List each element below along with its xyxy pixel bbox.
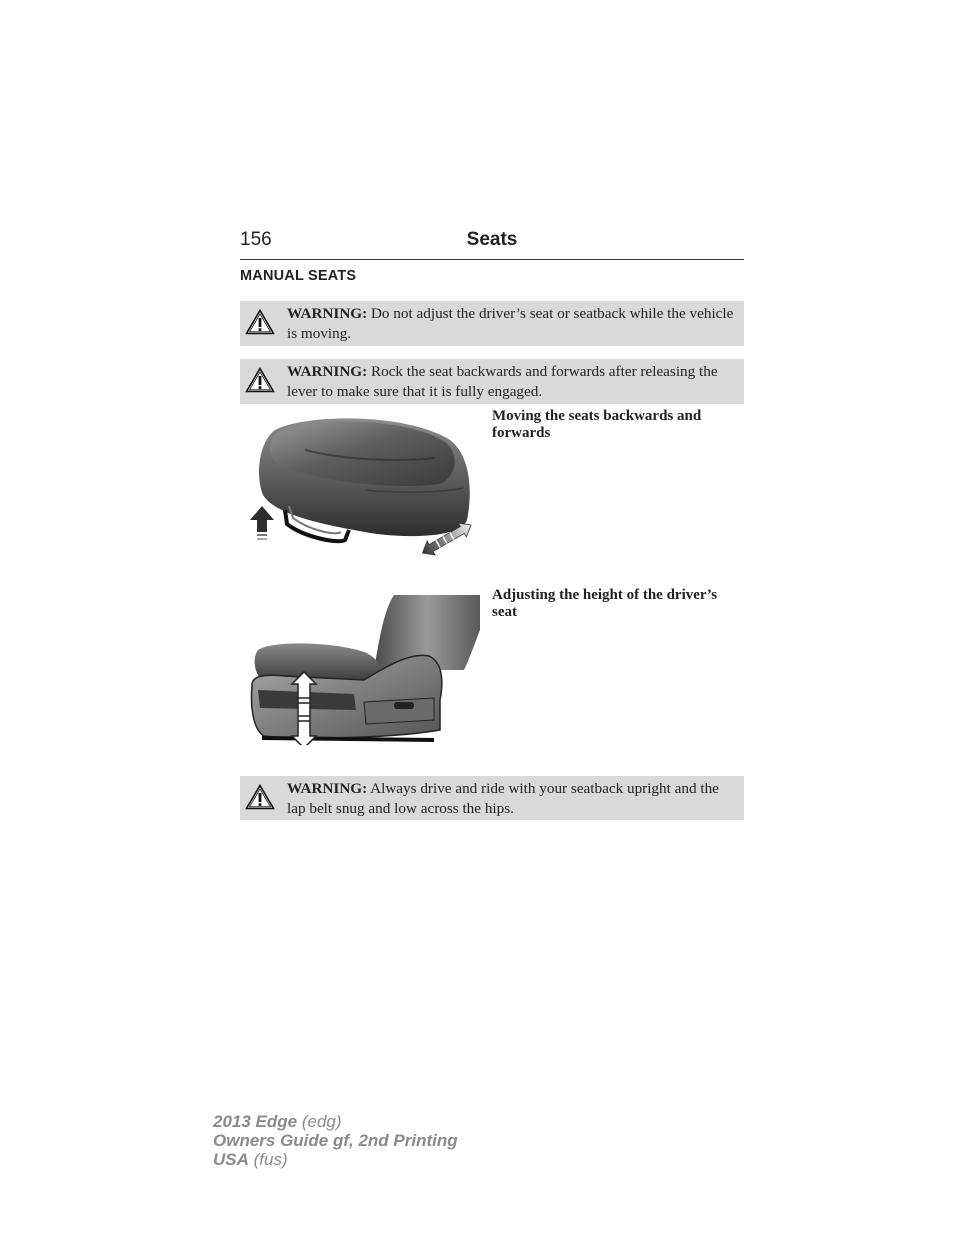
footer-line-2	[213, 1131, 458, 1150]
footer-market-code: (fus)	[253, 1150, 288, 1169]
footer-market: USA	[213, 1150, 249, 1169]
warning-message: Rock the seat backwards and forwards after releasing the lever to make sure that it is fully engaged.	[287, 363, 718, 400]
footer-line-3	[213, 1150, 458, 1169]
page-header	[240, 229, 744, 260]
figure-caption-1: Moving the seats backwards and forwards	[492, 408, 702, 441]
warning-triangle-icon	[245, 367, 275, 393]
footer-model: 2013 Edge	[213, 1112, 298, 1131]
section-title: MANUAL SEATS	[240, 268, 357, 284]
warning-box-2	[240, 359, 744, 404]
footer-line-1	[213, 1112, 458, 1131]
warning-text-3	[287, 779, 738, 818]
warning-box-3	[240, 776, 744, 820]
warning-label: WARNING:	[287, 305, 368, 322]
page-footer	[213, 1112, 458, 1169]
figure-caption-2: Adjusting the height of the driver’s seat	[492, 587, 718, 620]
warning-label: WARNING:	[287, 363, 368, 380]
warning-text-1	[287, 304, 738, 343]
seat-slide-illustration	[245, 410, 485, 568]
warning-message: Do not adjust the driver’s seat or seatback while the vehicle is moving.	[287, 305, 734, 342]
warning-text-2	[287, 362, 738, 401]
page-number: 156	[240, 229, 272, 250]
seat-height-illustration	[244, 590, 484, 745]
chapter-title: Seats	[466, 229, 518, 250]
warning-message: Always drive and ride with your seatback upright and the lap belt snug and low across the hips.	[287, 780, 719, 817]
warning-triangle-icon	[245, 784, 275, 810]
footer-model-code: (edg)	[301, 1112, 342, 1131]
warning-label: WARNING:	[287, 780, 368, 797]
footer-guide: Owners Guide gf, 2nd Printing	[213, 1131, 458, 1150]
warning-triangle-icon	[245, 309, 275, 335]
warning-box-1	[240, 301, 744, 346]
